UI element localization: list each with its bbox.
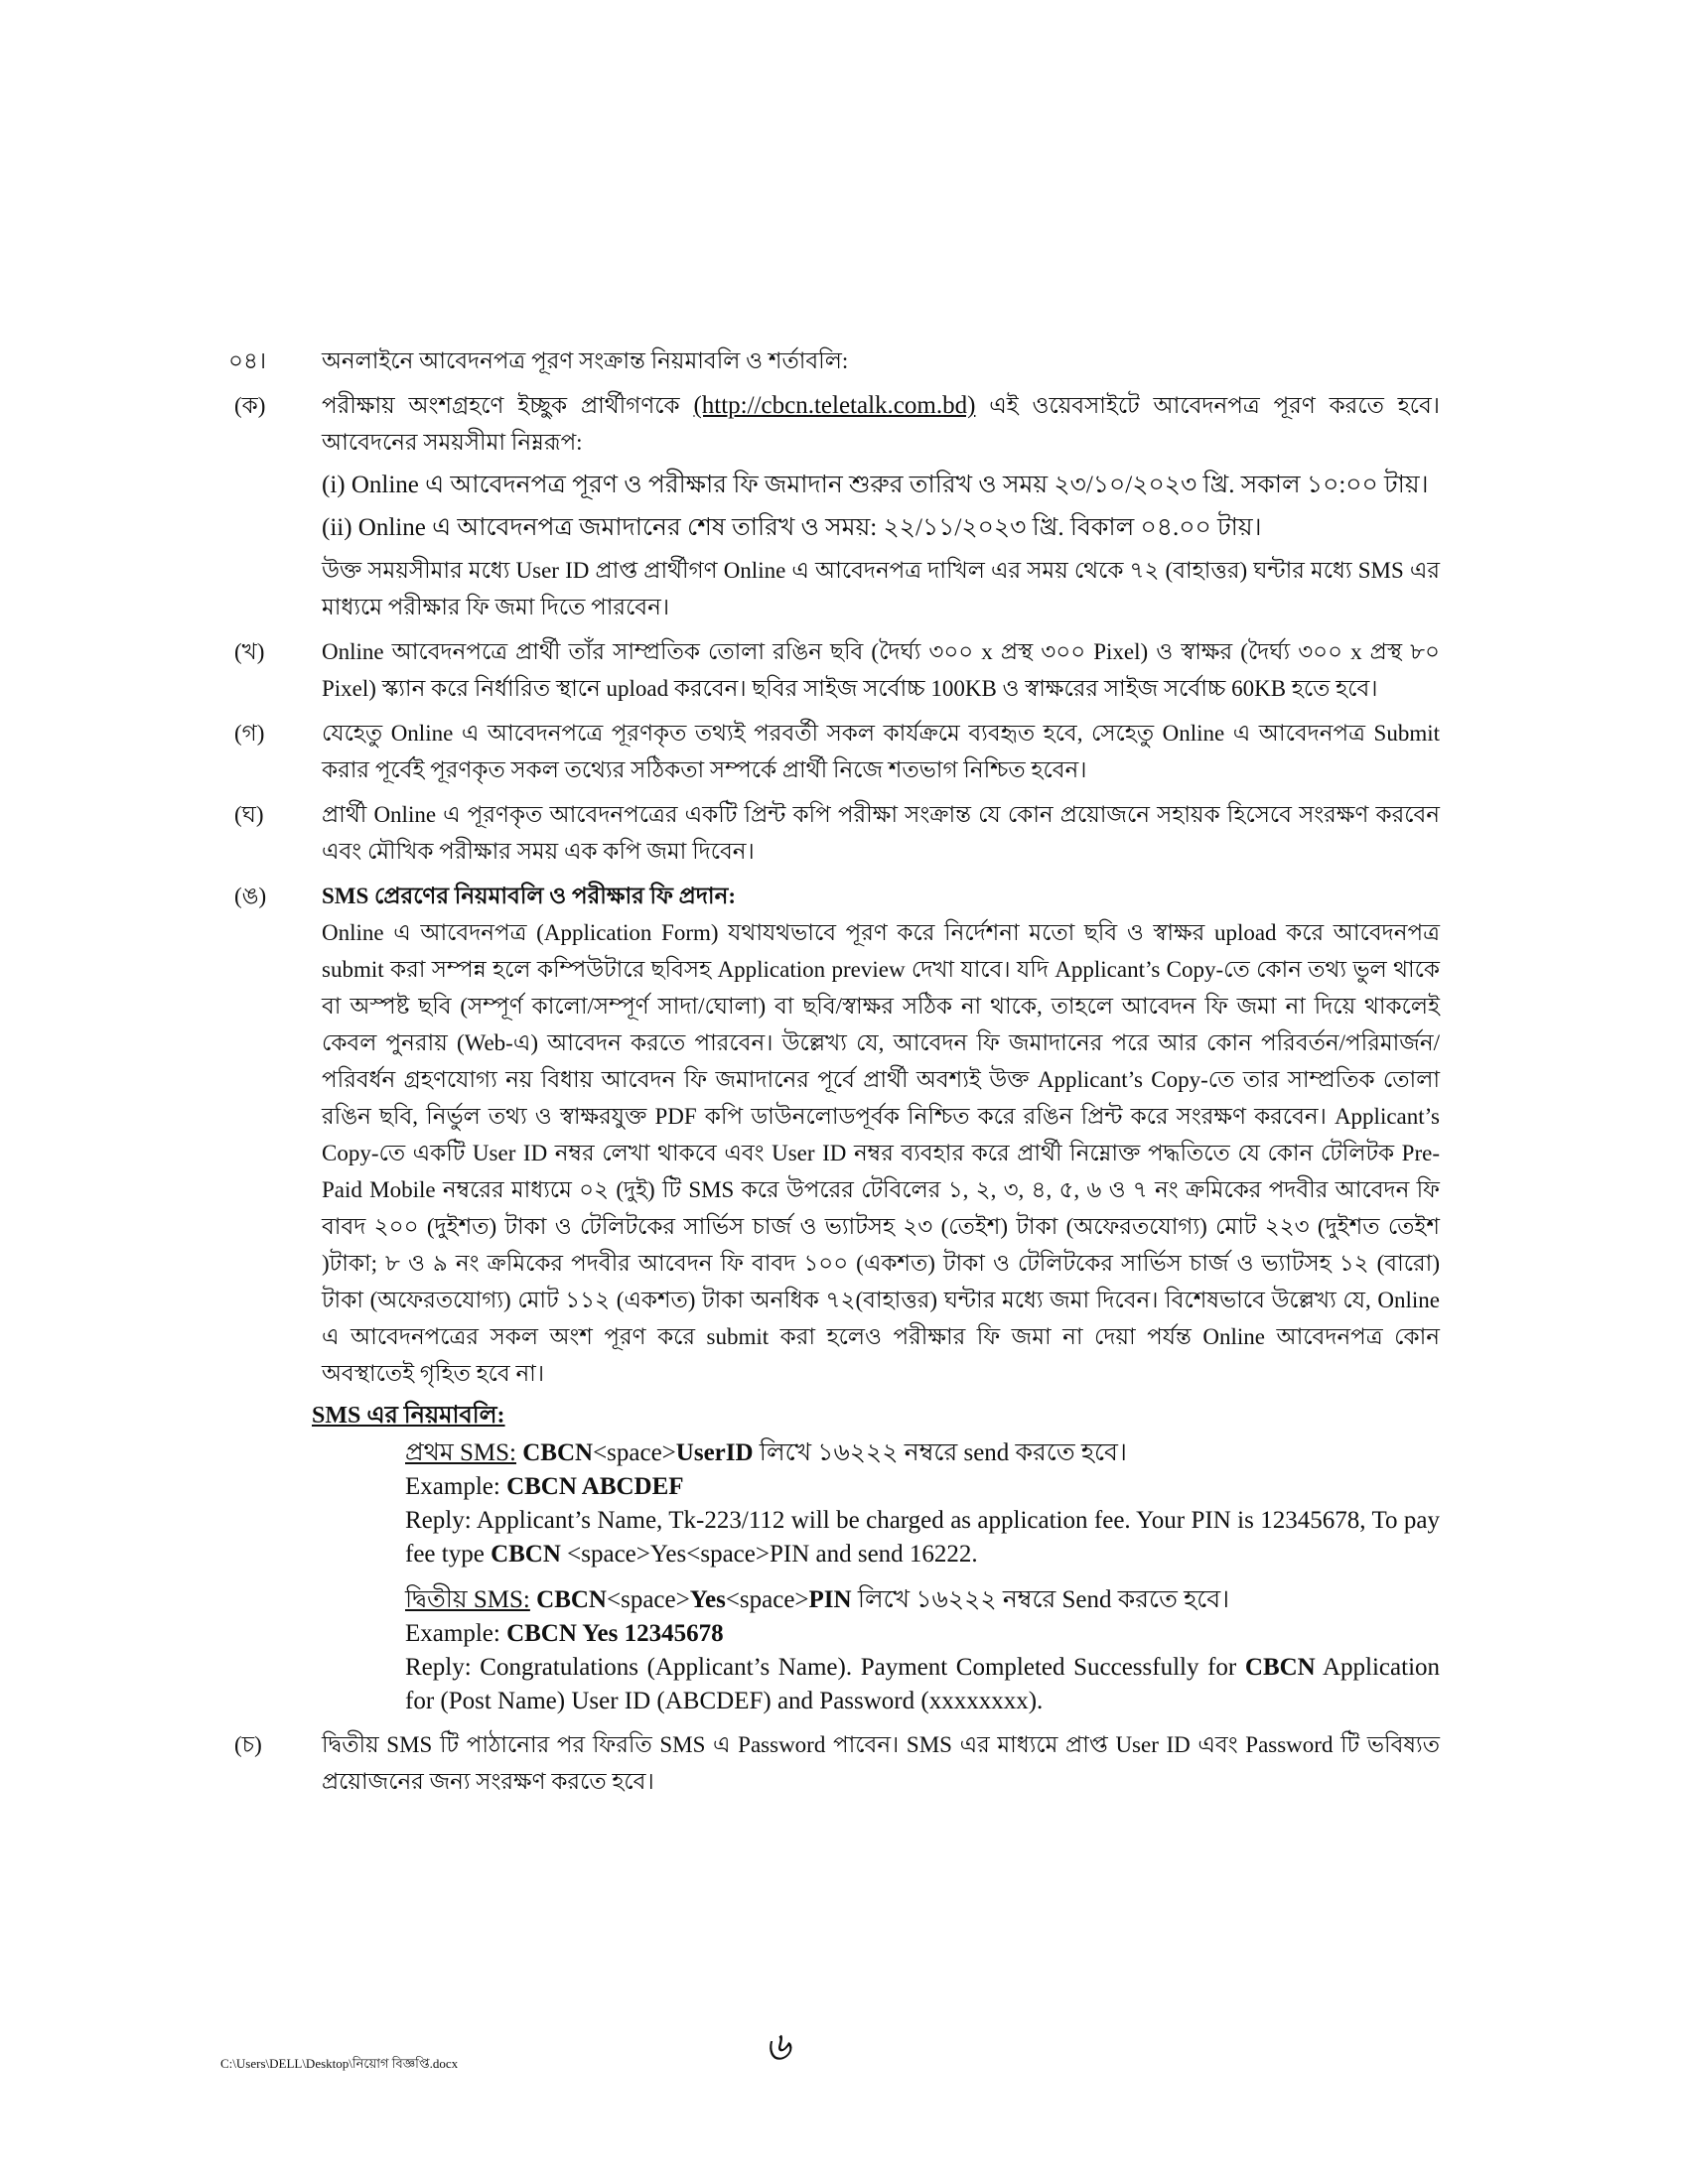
first-sms-cmd: CBCN bbox=[522, 1439, 594, 1466]
item-label: (চ) bbox=[234, 1732, 262, 1757]
item-body bbox=[322, 878, 1440, 1392]
item-text: Online আবেদনপত্রে প্রার্থী তাঁর সাম্প্রতিক তোলা রঙিন ছবি (দৈর্ঘ্য ৩০০ x প্রস্থ ৩০০ Pixel) ও স্বাক্ষর (দৈর্ঘ্য ৩০০ x প্রস্থ ৮০ Pixel) স্ক্যান করে নির্ধারিত স্থানে upload করবেন। ছবির সাইজ সর্বোচ্চ 100KB ও স্বাক্ষরের সাইজ সর্বোচ্চ 60KB হতে হবে। bbox=[322, 639, 1440, 701]
item-label: (ক) bbox=[234, 393, 266, 418]
example-label: Example: bbox=[405, 1620, 500, 1647]
second-sms-reply bbox=[405, 1651, 1440, 1718]
reply-cmd: CBCN bbox=[1244, 1654, 1316, 1681]
page-number: ৬ bbox=[765, 2024, 791, 2070]
item-body bbox=[322, 387, 1440, 625]
sms-rules-block bbox=[405, 1436, 1440, 1718]
deadline-start: (i) Online এ আবেদনপত্র পূরণ ও পরীক্ষার ফি জমাদান শুরুর তারিখ ও সময় ২৩/১০/২০২৩ খ্রি. সকাল ১০:০০ টায়। bbox=[322, 472, 1429, 498]
reply-text: Reply: Applicant’s Name, Tk-223/112 will be charged as application fee. Your PIN is 12345678, To pay fee type bbox=[405, 1507, 1440, 1568]
item-gha bbox=[228, 796, 1440, 870]
item-body bbox=[322, 715, 1440, 788]
fee-note: উক্ত সময়সীমার মধ্যে User ID প্রাপ্ত প্রার্থীগণ Online এ আবেদনপত্র দাখিল এর সময় থেকে ৭২ (বাহাত্তর) ঘন্টার মধ্যে SMS এর মাধ্যমে পরীক্ষার ফি জমা দিতে পারবেন। bbox=[322, 558, 1440, 619]
item-text: প্রার্থী Online এ পূরণকৃত আবেদনপত্রের একটি প্রিন্ট কপি পরীক্ষা সংক্রান্ত যে কোন প্রয়োজনে সহায়ক হিসেবে সংরক্ষণ করবেন এবং মৌখিক পরীক্ষার সময় এক কপি জমা দিবেন। bbox=[322, 802, 1440, 864]
reply-text: Reply: Congratulations (Applicant’s Name). Payment Completed Successfully for bbox=[405, 1654, 1237, 1681]
item-text: যেহেতু Online এ আবেদনপত্রে পূরণকৃত তথ্যই পরবর্তী সকল কার্যক্রমে ব্যবহৃত হবে, সেহেতু Online এ আবেদনপত্র Submit করার পূর্বেই পূরণকৃত সকল তথ্যের সঠিকতা সম্পর্কে প্রার্থী নিজে শতভাগ নিশ্চিত হবেন। bbox=[322, 721, 1440, 782]
sms-rules-heading: SMS এর নিয়মাবলি: bbox=[312, 1403, 505, 1429]
second-sms-space: <space> bbox=[606, 1586, 690, 1613]
item-body bbox=[322, 1726, 1440, 1800]
footer-file-path: C:\Users\DELL\Desktop\নিয়োগ বিজ্ঞপ্তি.docx bbox=[220, 2056, 459, 2071]
item-uma bbox=[228, 878, 1440, 1392]
item-text: Online এ আবেদনপত্র (Application Form) যথাযথভাবে পূরণ করে নির্দেশনা মতো ছবি ও স্বাক্ষর upload করে আবেদনপত্র submit করা সম্পন্ন হলে কম্পিউটারে ছবিসহ Application preview দেখা যাবে। যদি Applicant’s Copy-তে কোন তথ্য ভুল থাকে বা অস্পষ্ট ছবি (সম্পূর্ণ কালো/সম্পূর্ণ সাদা/ঘোলা) বা ছবি/স্বাক্ষর সঠিক না থাকে, তাহলে আবেদন ফি জমা না দিয়ে থাকলেই কেবল পুনরায় (Web-এ) আবেদন করতে পারবেন। উল্লেখ্য যে, আবেদন ফি জমাদানের পরে আর কোন পরিবর্তন/পরিমার্জন/পরিবর্ধন গ্রহণযোগ্য নয় বিধায় আবেদন ফি জমাদানের পূর্বে প্রার্থী অবশ্যই উক্ত Applicant’s Copy-তে তার সাম্প্রতিক তোলা রঙিন ছবি, নির্ভুল তথ্য ও স্বাক্ষরযুক্ত PDF কপি ডাউনলোডপূর্বক নিশ্চিত করে রঙিন প্রিন্ট করে সংরক্ষণ করবেন। Applicant’s Copy-তে একটি User ID নম্বর লেখা থাকবে এবং User ID নম্বর ব্যবহার করে প্রার্থী নিম্নোক্ত পদ্ধতিতে যে কোন টেলিটক Pre-Paid Mobile নম্বরের মাধ্যমে ০২ (দুই) টি SMS করে উপরের টেবিলের ১, ২, ৩, ৪, ৫, ৬ ও ৭ নং ক্রমিকের পদবীর আবেদন ফি বাবদ ২০০ (দুইশত) টাকা ও টেলিটকের সার্ভিস চার্জ ও ভ্যাটসহ ২৩ (তেইশ) টাকা (অফেরতযোগ্য) মোট ২২৩ (দুইশত তেইশ )টাকা; ৮ ও ৯ নং ক্রমিকের পদবীর আবেদন ফি বাবদ ১০০ (একশত) টাকা ও টেলিটকের সার্ভিস চার্জ ও ভ্যাটসহ ১২ (বারো) টাকা (অফেরতযোগ্য) মোট ১১২ (একশত) টাকা অনধিক ৭২(বাহাত্তর) ঘন্টার মধ্যে জমা দিবেন। বিশেষভাবে উল্লেখ্য যে, Online এ আবেদনপত্রের সকল অংশ পূরণ করে submit করা হলেও পরীক্ষার ফি জমা না দেয়া পর্যন্ত Online আবেদনপত্র কোন অবস্থাতেই গৃহিত হবে না। bbox=[322, 920, 1440, 1386]
first-sms-tail: লিখে ১৬২২২ নম্বরে send করতে হবে। bbox=[759, 1439, 1127, 1466]
item-cha bbox=[228, 1726, 1440, 1800]
first-sms-label: প্রথম SMS: bbox=[405, 1439, 516, 1466]
second-sms-pin: PIN bbox=[808, 1586, 852, 1613]
document-content bbox=[228, 342, 1440, 1800]
item-label: (ঙ) bbox=[234, 884, 267, 908]
second-sms-space: <space> bbox=[725, 1586, 809, 1613]
reply-cmd: CBCN bbox=[491, 1541, 561, 1568]
first-sms-reply bbox=[405, 1504, 1440, 1571]
deadline-end: (ii) Online এ আবেদনপত্র জমাদানের শেষ তারিখ ও সময়: ২২/১১/২০২৩ খ্রি. বিকাল ০৪.০০ টায়। bbox=[322, 514, 1262, 541]
item-ga bbox=[228, 715, 1440, 788]
example-value: CBCN ABCDEF bbox=[506, 1473, 684, 1500]
website-link[interactable]: (http://cbcn.teletalk.com.bd) bbox=[693, 392, 976, 419]
section-title: অনলাইনে আবেদনপত্র পূরণ সংক্রান্ত নিয়মাবলি ও শর্তাবলি: bbox=[322, 348, 849, 373]
item-text: পরীক্ষায় অংশগ্রহণে ইচ্ছুক প্রার্থীগণকে bbox=[322, 393, 680, 418]
section-header bbox=[228, 342, 1440, 379]
item-label: (খ) bbox=[234, 639, 265, 664]
first-sms-example bbox=[405, 1470, 1440, 1504]
first-sms-line bbox=[405, 1436, 1440, 1470]
item-text: এই ওয়েবসাইটে আবেদনপত্র পূরণ করতে হবে। আবেদনের সময়সীমা নিম্নরূপ: bbox=[322, 393, 1441, 455]
second-sms-tail: লিখে ১৬২২২ নম্বরে Send করতে হবে। bbox=[857, 1586, 1230, 1613]
example-label: Example: bbox=[405, 1473, 500, 1500]
first-sms-space: <space> bbox=[593, 1439, 676, 1466]
second-sms-example bbox=[405, 1617, 1440, 1651]
section-number: ০৪। bbox=[228, 348, 267, 373]
item-body bbox=[322, 796, 1440, 870]
sms-fee-title: SMS প্রেরণের নিয়মাবলি ও পরীক্ষার ফি প্রদান: bbox=[322, 884, 736, 908]
item-label: (ঘ) bbox=[234, 802, 264, 827]
item-kha bbox=[228, 633, 1440, 707]
item-ka bbox=[228, 387, 1440, 625]
second-sms-cmd: CBCN bbox=[536, 1586, 607, 1613]
example-value: CBCN Yes 12345678 bbox=[506, 1620, 724, 1647]
item-label: (গ) bbox=[234, 721, 265, 746]
item-text: দ্বিতীয় SMS টি পাঠানোর পর ফিরতি SMS এ Password পাবেন। SMS এর মাধ্যমে প্রাপ্ত User ID এবং Password টি ভবিষ্যত প্রয়োজনের জন্য সংরক্ষণ করতে হবে। bbox=[322, 1732, 1440, 1794]
reply-text: <space>Yes<space>PIN and send 16222. bbox=[567, 1541, 978, 1568]
second-sms-label: দ্বিতীয় SMS: bbox=[405, 1586, 530, 1613]
reply-text: Application for (Post Name) User ID (ABCDEF) and Password (xxxxxxxx). bbox=[405, 1654, 1441, 1714]
first-sms-userid: UserID bbox=[675, 1439, 754, 1466]
second-sms-yes: Yes bbox=[689, 1586, 726, 1613]
item-body bbox=[322, 633, 1440, 707]
second-sms-line bbox=[405, 1583, 1440, 1617]
